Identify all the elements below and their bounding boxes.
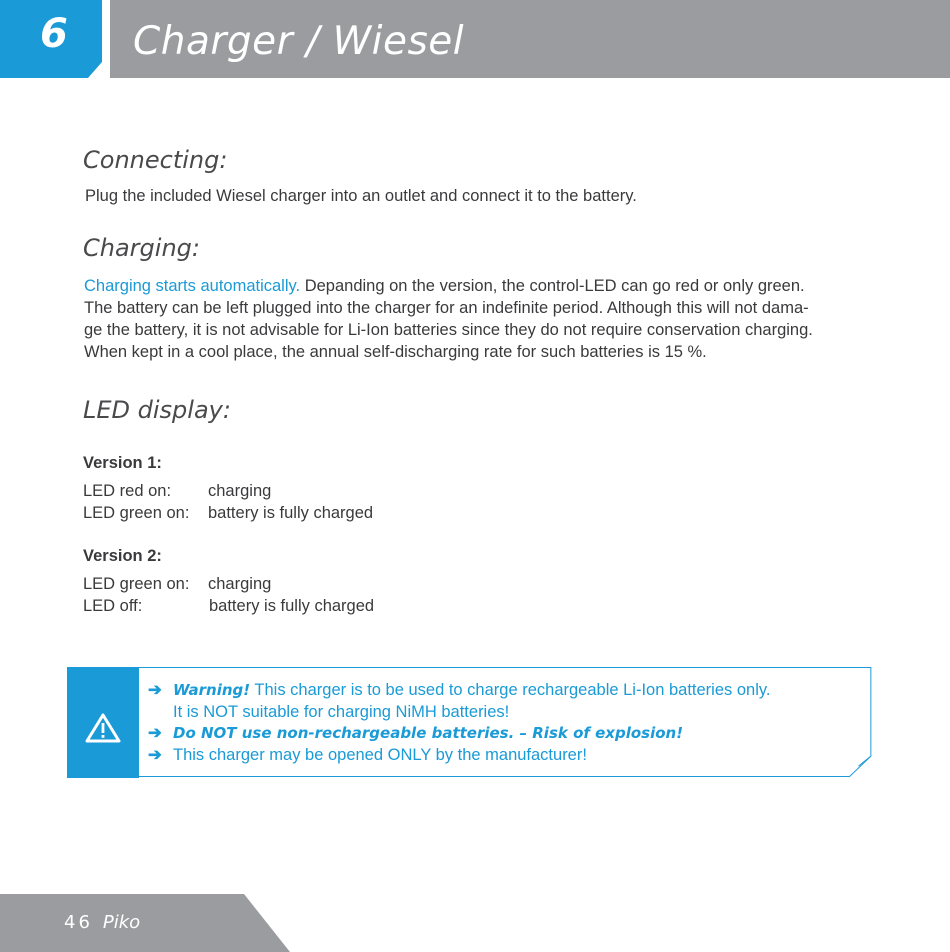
explosion-warning: Do NOT use non-rechargeable batteries. – Risk of explosion!	[173, 724, 684, 742]
charging-line4: When kept in a cool place, the annual self-discharging rate for such batteries is 15 %.	[84, 343, 707, 361]
warning-text: This charger may be opened ONLY by the manufacturer!	[173, 746, 587, 764]
arrow-right-icon: ➔	[148, 681, 162, 699]
chapter-number: 6	[40, 11, 68, 57]
product-name: Piko	[102, 912, 141, 933]
led-value: battery is fully charged	[208, 504, 374, 522]
arrow-right-icon: ➔	[148, 724, 162, 742]
led-key: LED off:	[83, 597, 143, 615]
arrow-right-icon: ➔	[148, 746, 162, 764]
charging-highlight: Charging starts automatically.	[84, 277, 301, 295]
warning-line-4	[148, 744, 587, 766]
led-display-heading: LED display:	[83, 396, 231, 424]
charging-line3: ge the battery, it is not advisable for Li-Ion batteries since they do not require conservation charging.	[84, 321, 813, 339]
footer-tab	[0, 894, 290, 952]
warning-label: Warning!	[173, 681, 251, 699]
warning-line-3	[148, 722, 683, 744]
led-key: LED red on:	[83, 482, 172, 500]
led-value: charging	[208, 482, 272, 500]
led-value: battery is fully charged	[209, 597, 375, 615]
warning-line-2: It is NOT suitable for charging NiMH batteries!	[173, 703, 510, 721]
version2-title: Version 2:	[83, 547, 162, 565]
warning-icon-panel	[67, 667, 139, 778]
warning-text: This charger is to be used to charge rechargeable Li-Ion batteries only.	[250, 681, 771, 699]
page-number: 46	[64, 912, 93, 933]
led-value: charging	[208, 575, 272, 593]
chapter-title: Charger / Wiesel	[133, 19, 465, 64]
charging-line2: The battery can be left plugged into the charger for an indefinite period. Although this will not dama-	[84, 299, 809, 317]
warning-line-1	[148, 679, 770, 701]
version1-title: Version 1:	[83, 454, 162, 472]
connecting-heading: Connecting:	[83, 146, 228, 174]
footer	[64, 912, 140, 933]
charging-paragraph	[84, 275, 884, 363]
led-key: LED green on:	[83, 504, 190, 522]
charging-heading: Charging:	[83, 234, 200, 262]
charging-line1: Depanding on the version, the control-LED can go red or only green.	[300, 277, 805, 295]
led-key: LED green on:	[83, 575, 190, 593]
warning-triangle-icon	[67, 667, 139, 778]
connecting-text: Plug the included Wiesel charger into an outlet and connect it to the battery.	[85, 187, 637, 205]
